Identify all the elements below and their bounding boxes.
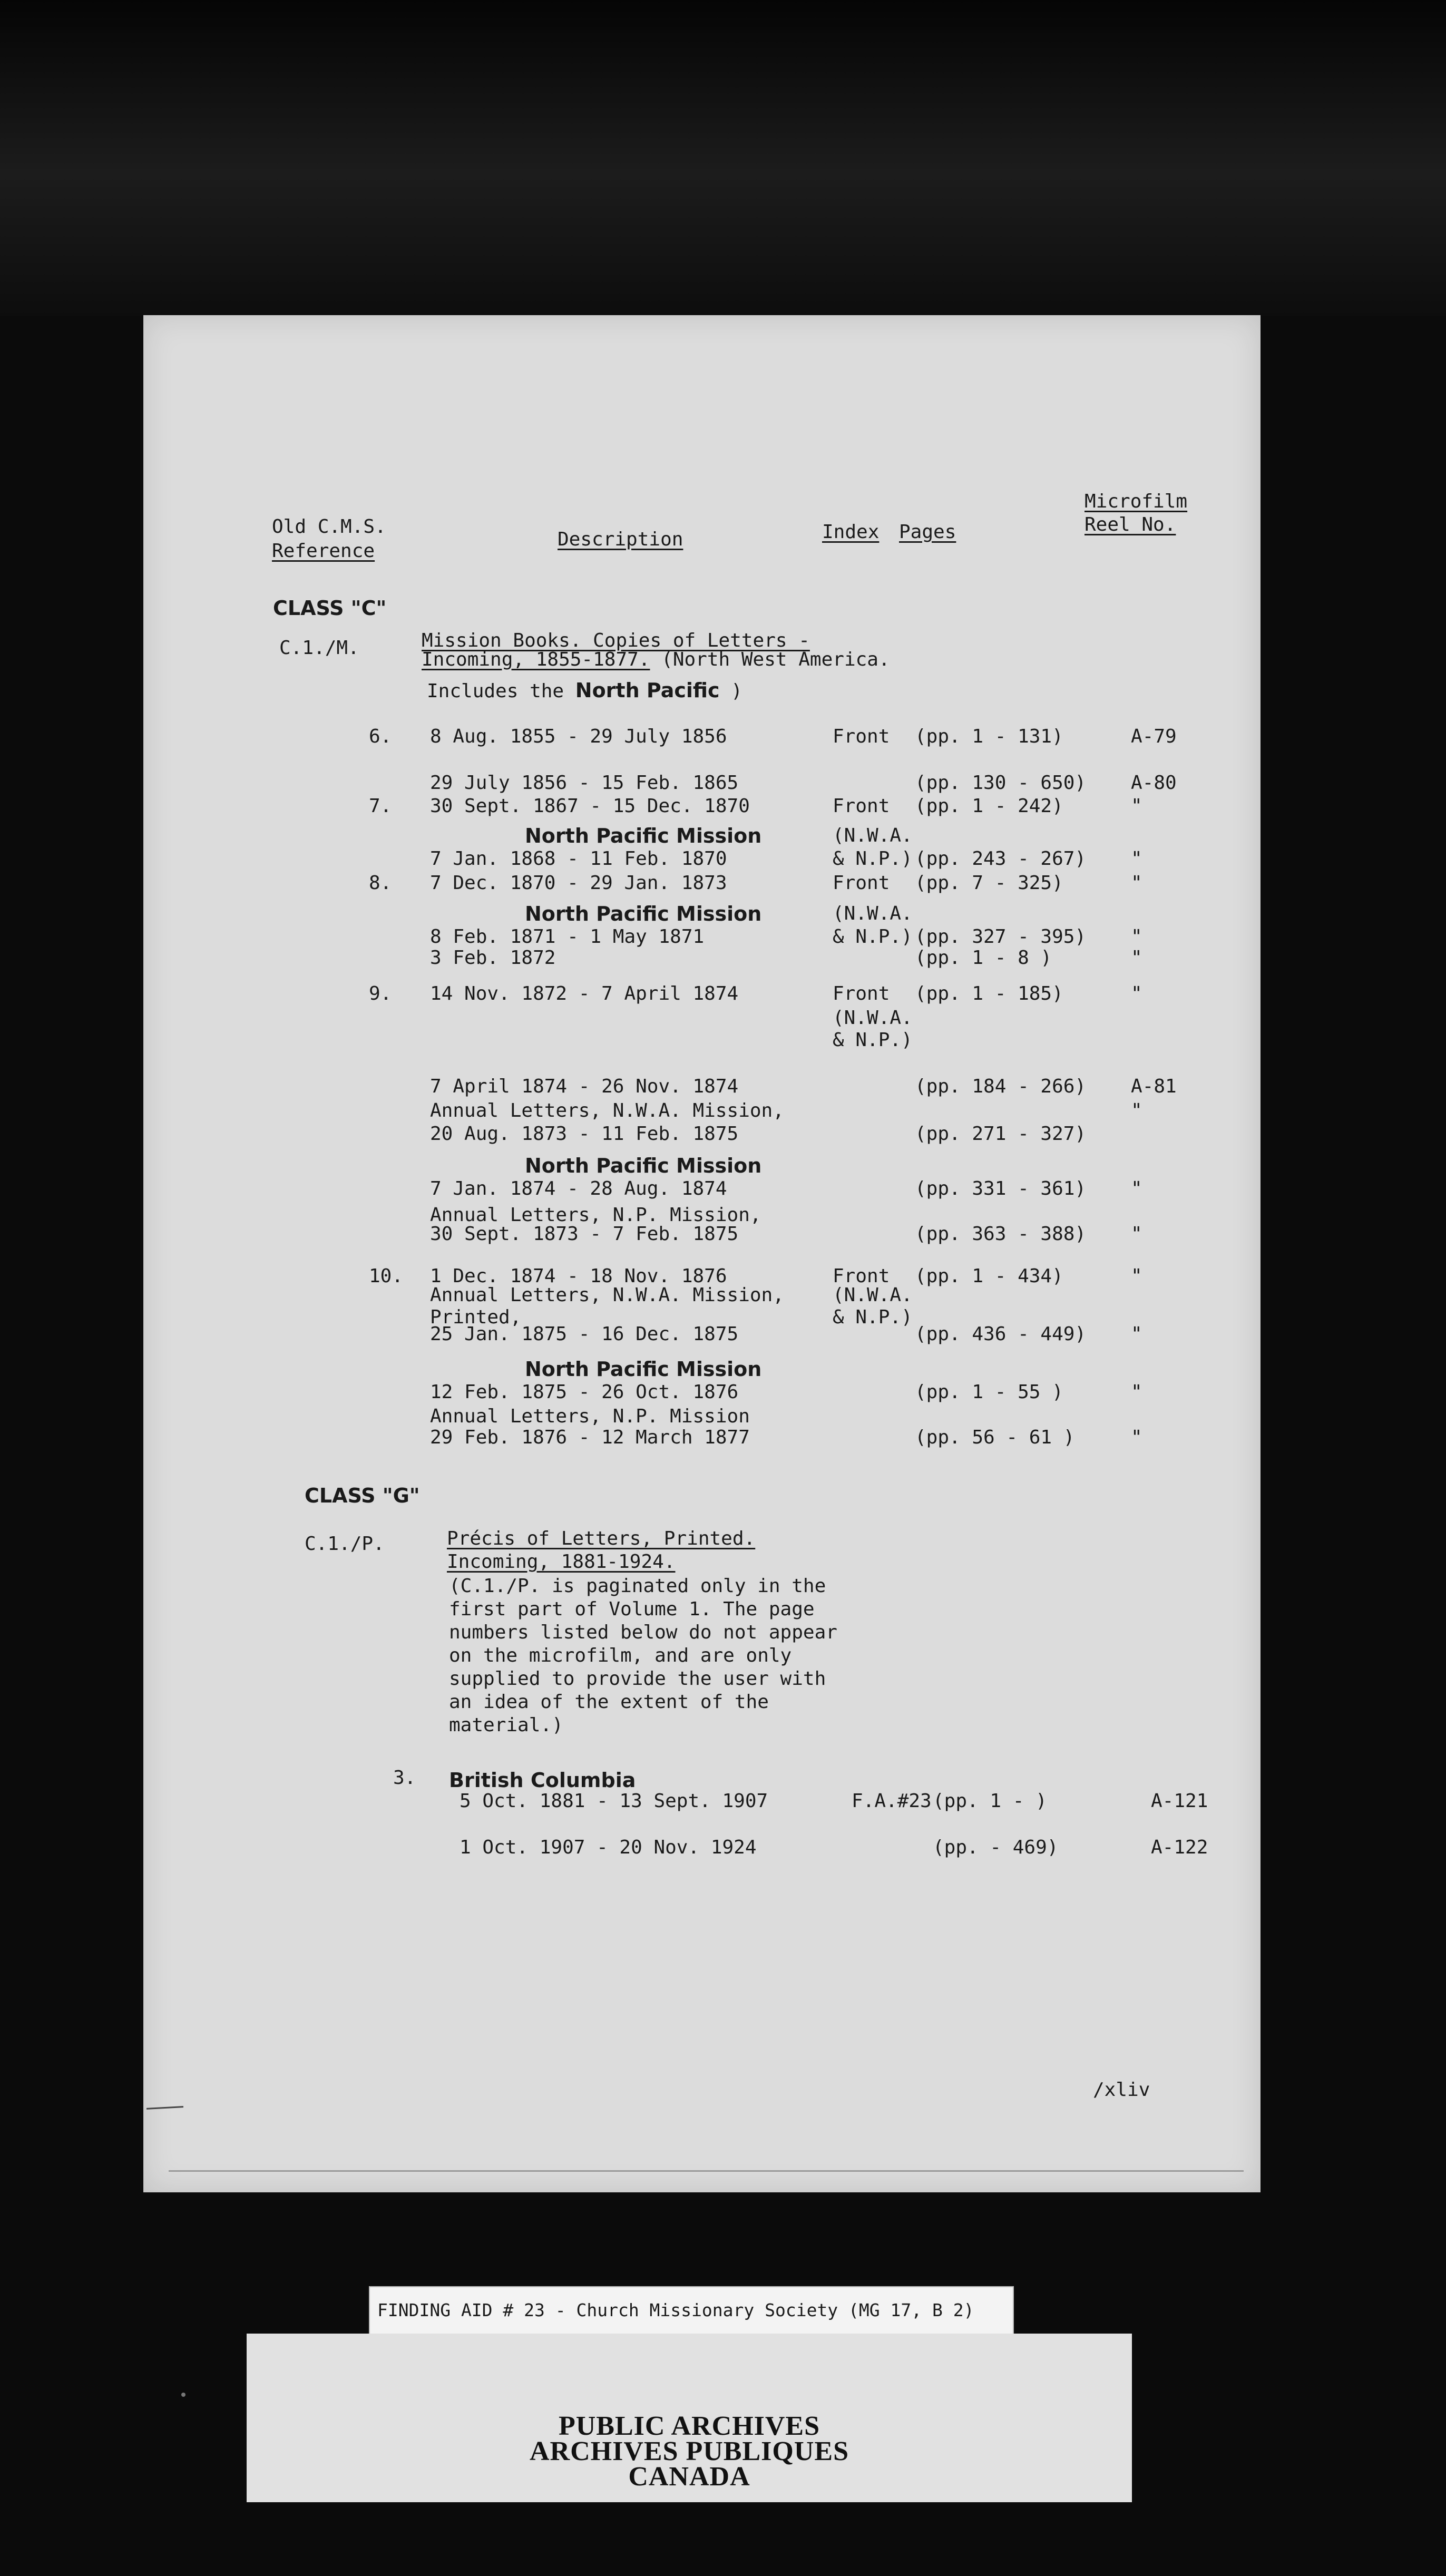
entry-reel: A-80: [1131, 772, 1177, 794]
class-g-note-line: (C.1./P. is paginated only in the: [449, 1575, 826, 1597]
entry-pages: (pp. 7 - 325): [915, 872, 1063, 894]
entry-reel: ": [1131, 1381, 1142, 1403]
entry-pages: (pp. 271 - 327): [915, 1123, 1087, 1145]
entry-description: 7 Dec. 1870 - 29 Jan. 1873: [430, 872, 727, 894]
entry-reel: A-81: [1131, 1076, 1177, 1097]
class-c-desc-line3-bold: North Pacific: [575, 679, 720, 702]
entry-reel: ": [1131, 848, 1142, 870]
entry-index: (N.W.A.: [833, 1007, 913, 1029]
entry-pages: (pp. 436 - 449): [915, 1323, 1087, 1345]
entry-reel: ": [1131, 1178, 1142, 1199]
stamp-line2: ARCHIVES PUBLIQUES: [529, 2436, 849, 2466]
header-ref-line2: Reference: [272, 540, 375, 562]
entry-index: (N.W.A.: [833, 903, 913, 924]
entry-number: 7.: [369, 795, 392, 817]
entry-description: 3 Feb. 1872: [430, 947, 556, 969]
film-border-top: [0, 0, 1446, 316]
class-c-desc-line1: Mission Books. Copies of Letters -: [422, 630, 810, 651]
entry-description: 20 Aug. 1873 - 11 Feb. 1875: [430, 1123, 739, 1145]
class-c-ref: C.1./M.: [279, 637, 359, 659]
entry-pages: (pp. 1 - 242): [915, 795, 1063, 817]
entry-pages: (pp. 56 - 61 ): [915, 1427, 1075, 1448]
entry-reel: ": [1131, 947, 1142, 969]
class-c-desc-line3-start: Includes the: [427, 680, 575, 702]
entry-index: Front: [833, 795, 890, 817]
entry-index: & N.P.): [833, 1306, 913, 1328]
entry-index: Front: [833, 983, 890, 1004]
entry-pages: (pp. 1 - 55 ): [915, 1381, 1063, 1403]
entry-description: 12 Feb. 1875 - 26 Oct. 1876: [430, 1381, 739, 1403]
class-c-desc-line2-rest: (North West America.: [650, 649, 890, 670]
entry-pages: (pp. 243 - 267): [915, 848, 1087, 870]
entry-reel: A-122: [1151, 1837, 1208, 1858]
entry-number: 6.: [369, 726, 392, 747]
class-g-note-line: material.): [449, 1714, 563, 1736]
class-g-item-num: 3.: [393, 1767, 416, 1789]
film-speck: [181, 2393, 185, 2397]
entry-description: 25 Jan. 1875 - 16 Dec. 1875: [430, 1323, 739, 1345]
entry-number: 10.: [369, 1265, 404, 1287]
class-g-desc-line1: Précis of Letters, Printed.: [447, 1528, 756, 1549]
entry-pages: (pp. 363 - 388): [915, 1223, 1087, 1245]
class-c-desc-line2-underlined: Incoming, 1855-1877.: [422, 649, 650, 670]
entry-reel: ": [1131, 1323, 1142, 1345]
archives-stamp: [247, 2334, 1132, 2502]
header-reel-line2: Reel No.: [1084, 514, 1176, 535]
entry-index: F.A.#23: [852, 1790, 932, 1812]
entry-reel: ": [1131, 1223, 1142, 1245]
entry-reel: ": [1131, 1100, 1142, 1121]
entry-reel: ": [1131, 1265, 1142, 1287]
entry-reel: A-121: [1151, 1790, 1208, 1812]
entry-reel: ": [1131, 1427, 1142, 1448]
entry-description: 8 Aug. 1855 - 29 July 1856: [430, 726, 727, 747]
entry-index: (N.W.A.: [833, 825, 913, 846]
class-g-note-line: numbers listed below do not appear: [449, 1622, 837, 1643]
entry-description: 29 Feb. 1876 - 12 March 1877: [430, 1427, 750, 1448]
entry-description: Annual Letters, N.W.A. Mission,: [430, 1284, 784, 1306]
entry-number: 9.: [369, 983, 392, 1004]
entry-pages: (pp. 1 - 8 ): [915, 947, 1052, 969]
entry-description: Annual Letters, N.P. Mission: [430, 1406, 750, 1427]
class-g-title: CLASS "G": [305, 1484, 420, 1507]
entry-description: Annual Letters, N.W.A. Mission,: [430, 1100, 784, 1121]
mission-subheading: North Pacific Mission: [525, 902, 762, 925]
class-g-ref: C.1./P.: [305, 1533, 385, 1555]
class-c-title: CLASS "C": [273, 597, 387, 620]
class-c-desc-line3-end: ): [719, 680, 742, 702]
entry-index: & N.P.): [833, 1029, 913, 1051]
mission-subheading: North Pacific Mission: [525, 1154, 762, 1177]
header-description: Description: [558, 529, 683, 550]
header-pages: Pages: [899, 521, 956, 543]
entry-description: 1 Dec. 1874 - 18 Nov. 1876: [430, 1265, 727, 1287]
entry-index: (N.W.A.: [833, 1284, 913, 1306]
entry-description: 1 Oct. 1907 - 20 Nov. 1924: [460, 1837, 757, 1858]
entry-number: 8.: [369, 872, 392, 894]
class-g-item-title: British Columbia: [449, 1769, 636, 1792]
class-g-note-line: on the microfilm, and are only: [449, 1645, 792, 1666]
class-g-note-line: an idea of the extent of the: [449, 1691, 769, 1713]
class-c-desc-line2: [422, 648, 890, 671]
entry-pages: (pp. 327 - 395): [915, 926, 1087, 948]
entry-description: 7 Jan. 1868 - 11 Feb. 1870: [430, 848, 727, 870]
class-c-desc-line3: [427, 679, 742, 703]
entry-description: Annual Letters, N.P. Mission,: [430, 1204, 761, 1226]
stamp-line3: CANADA: [628, 2462, 750, 2492]
entry-description: 7 Jan. 1874 - 28 Aug. 1874: [430, 1178, 727, 1199]
entry-reel: ": [1131, 926, 1142, 948]
entry-index: & N.P.): [833, 848, 913, 870]
entry-pages: (pp. 331 - 361): [915, 1178, 1087, 1199]
stamp-line1: PUBLIC ARCHIVES: [558, 2411, 820, 2441]
page-bottom-edge: [169, 2170, 1244, 2172]
entry-index: Front: [833, 872, 890, 894]
entry-reel: ": [1131, 795, 1142, 817]
header-ref-line1: Old C.M.S.: [272, 516, 386, 538]
class-g-note-line: supplied to provide the user with: [449, 1668, 826, 1690]
header-reel-line1: Microfilm: [1084, 491, 1188, 512]
entry-pages: (pp. 1 - 185): [915, 983, 1063, 1004]
entry-pages: (pp. 184 - 266): [915, 1076, 1087, 1097]
entry-pages: (pp. 1 - 131): [915, 726, 1063, 747]
entry-index: Front: [833, 1265, 890, 1287]
mission-subheading: North Pacific Mission: [525, 1358, 762, 1381]
entry-pages: (pp. 1 - 434): [915, 1265, 1063, 1287]
entry-description: 14 Nov. 1872 - 7 April 1874: [430, 983, 739, 1004]
entry-description: 30 Sept. 1873 - 7 Feb. 1875: [430, 1223, 739, 1245]
entry-index: Front: [833, 726, 890, 747]
mission-subheading: North Pacific Mission: [525, 824, 762, 847]
entry-reel: ": [1131, 872, 1142, 894]
page-number: /xliv: [1093, 2079, 1150, 2101]
entry-description: 8 Feb. 1871 - 1 May 1871: [430, 926, 705, 948]
entry-description: 30 Sept. 1867 - 15 Dec. 1870: [430, 795, 750, 817]
finding-aid-line1: FINDING AID # 23 - Church Missionary Society (MG 17, B 2): [377, 2300, 974, 2320]
header-index: Index: [822, 521, 880, 543]
entry-pages: (pp. 130 - 650): [915, 772, 1087, 794]
entry-description: 7 April 1874 - 26 Nov. 1874: [430, 1076, 739, 1097]
entry-reel: A-79: [1131, 726, 1177, 747]
entry-description: 29 July 1856 - 15 Feb. 1865: [430, 772, 739, 794]
entry-index: & N.P.): [833, 926, 913, 948]
entry-description: Printed,: [430, 1306, 522, 1328]
class-g-desc-line2: Incoming, 1881-1924.: [447, 1551, 676, 1573]
entry-pages: (pp. - 469): [933, 1837, 1059, 1858]
entry-description: 5 Oct. 1881 - 13 Sept. 1907: [460, 1790, 768, 1812]
entry-reel: ": [1131, 983, 1142, 1004]
class-g-note-line: first part of Volume 1. The page: [449, 1598, 815, 1620]
entry-pages: (pp. 1 - ): [933, 1790, 1047, 1812]
